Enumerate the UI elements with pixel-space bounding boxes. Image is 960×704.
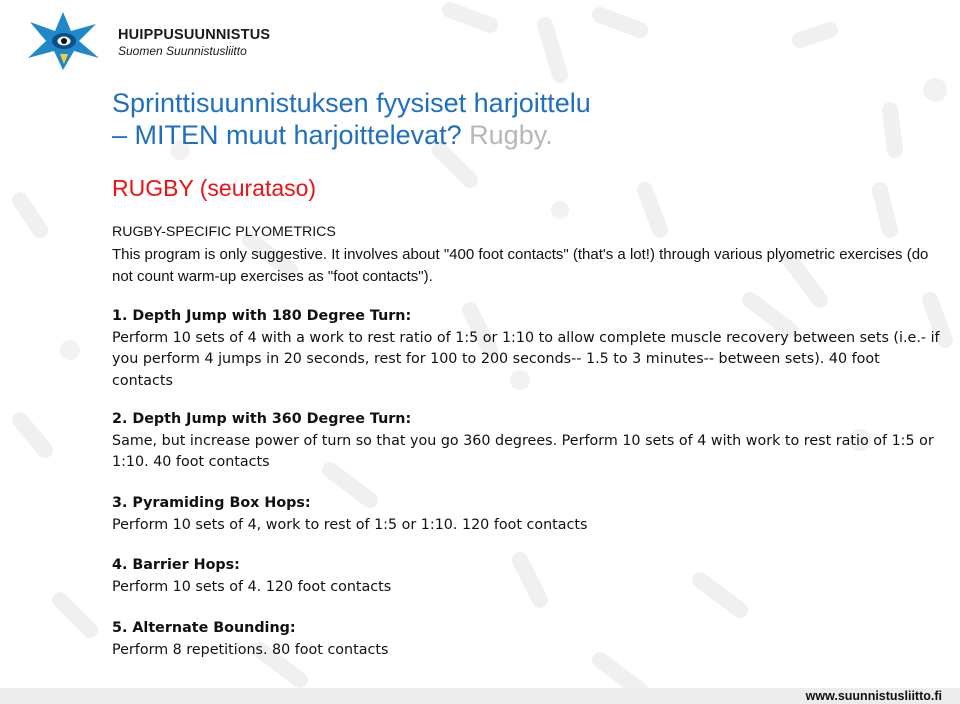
- organization-name: HUIPPUSUUNNISTUS: [118, 27, 271, 43]
- exercise-item: [112, 306, 942, 392]
- section-heading: RUGBY-SPECIFIC PLYOMETRICS: [112, 224, 336, 240]
- huippusuunnistus-logo-icon: [24, 10, 102, 72]
- page-title-line-2-main: – MITEN muut harjoittelevat?: [112, 120, 462, 150]
- exercise-description: Same, but increase power of turn so that you go 360 degrees. Perform 10 sets of 4 with work to rest ratio of 1:5 or 1:10. 40 foot contacts: [112, 432, 934, 470]
- exercise-item: [112, 555, 942, 598]
- exercise-description: Perform 10 sets of 4, work to rest of 1:5 or 1:10. 120 foot contacts: [112, 516, 588, 533]
- exercise-description: Perform 8 repetitions. 80 foot contacts: [112, 641, 389, 658]
- page-title-line-2-grey: Rugby.: [461, 120, 553, 150]
- exercise-title: 3. Pyramiding Box Hops:: [112, 495, 311, 511]
- exercise-item: [112, 493, 942, 536]
- exercise-title: 5. Alternate Bounding:: [112, 620, 296, 636]
- page-title-line-2: [112, 119, 591, 151]
- exercise-title: 2. Depth Jump with 360 Degree Turn:: [112, 411, 412, 427]
- section-subtitle: RUGBY (seurataso): [112, 175, 317, 201]
- page-title: [112, 87, 591, 151]
- exercise-description: Perform 10 sets of 4. 120 foot contacts: [112, 578, 392, 595]
- organization-subtitle: Suomen Suunnistusliitto: [118, 44, 247, 58]
- intro-paragraph: This program is only suggestive. It involves about "400 foot contacts" (that's a lot!) through various plyometric exercises (do not count warm-up exercises as "foot contacts").: [112, 246, 929, 285]
- exercise-item: [112, 618, 942, 661]
- page-title-line-1: Sprinttisuunnistuksen fyysiset harjoittelu: [112, 88, 591, 118]
- footer-url-link[interactable]: www.suunnistusliitto.fi: [805, 689, 942, 703]
- exercise-description: Perform 10 sets of 4 with a work to rest ratio of 1:5 or 1:10 to allow complete muscle recovery between sets (i.e.- if you perform 4 jumps in 20 seconds, rest for 100 to 200 seconds-- 1.5 to 3 minutes-- between sets). 40 foot contacts: [112, 329, 940, 389]
- exercise-item: [112, 409, 942, 474]
- exercise-title: 1. Depth Jump with 180 Degree Turn:: [112, 308, 412, 324]
- exercise-title: 4. Barrier Hops:: [112, 557, 240, 573]
